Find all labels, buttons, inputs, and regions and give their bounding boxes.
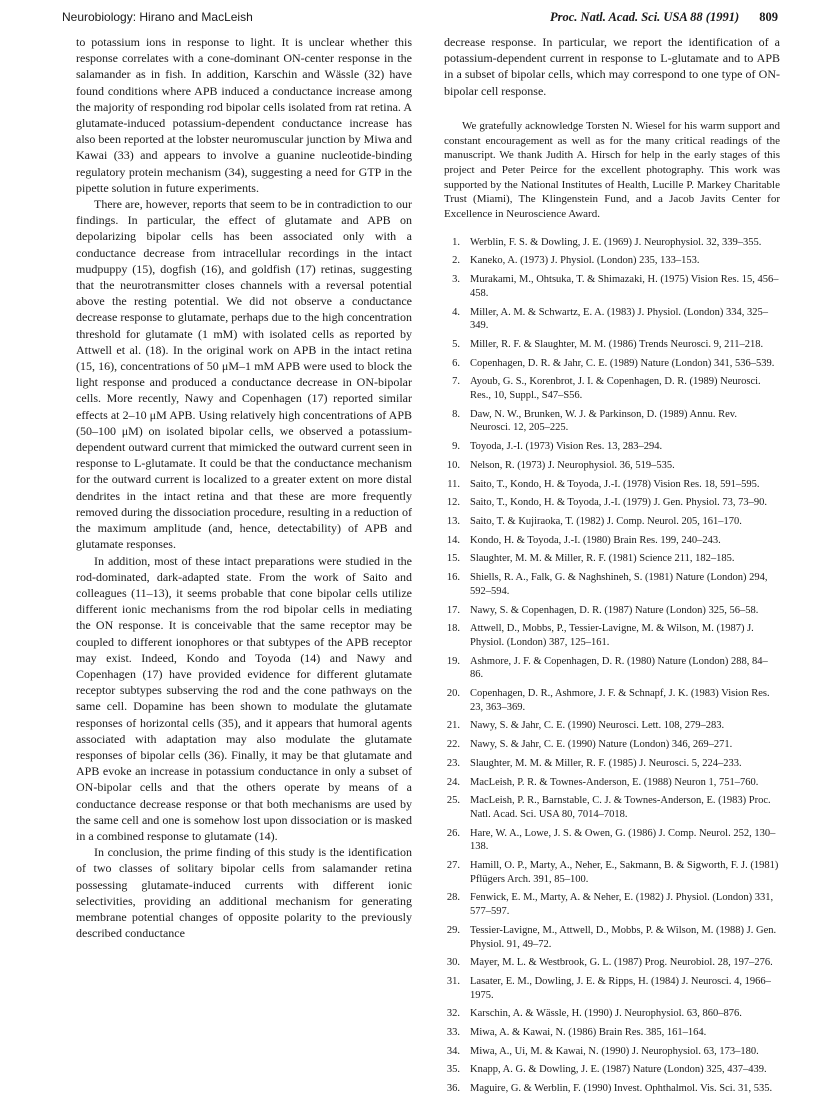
reference-item bbox=[444, 1026, 780, 1040]
reference-text: Copenhagen, D. R. & Jahr, C. E. (1989) Nature (London) 341, 536–539. bbox=[470, 357, 775, 369]
reference-number: 1. bbox=[452, 236, 460, 248]
reference-number: 23. bbox=[446, 757, 460, 769]
reference-number: 10. bbox=[446, 459, 460, 471]
reference-item bbox=[444, 719, 780, 733]
page-number: 809 bbox=[759, 10, 778, 24]
body-paragraph: decrease response. In particular, we report the identification of a potassium-dependent current in response to L-glutamate and to APB in a subset of bipolar cells, which may correspond to one type of ON-bipolar cell response. bbox=[444, 35, 780, 98]
reference-number: 18. bbox=[446, 623, 460, 635]
reference-number: 21. bbox=[446, 720, 460, 732]
reference-number: 16. bbox=[446, 572, 460, 584]
reference-text: Miwa, A., Ui, M. & Kawai, N. (1990) J. Neurophysiol. 63, 173–180. bbox=[470, 1045, 759, 1057]
acknowledgement: We gratefully acknowledge Torsten N. Wiesel for his warm support and constant encouragement as well as for the many critical readings of the manuscript. We thank Judith A. Hirsch for help in the early stages of this project and Peter Peirce for the excellent photography. This work was supported by the National Institutes of Health, Lucille P. Markey Charitable Trust (Miami), The Klingenstein Fund, and a Jacob Javits Center for Excellence in Neuroscience Award. bbox=[444, 119, 780, 221]
reference-item bbox=[444, 1063, 780, 1077]
reference-text: Daw, N. W., Brunken, W. J. & Parkinson, D. (1989) Annu. Rev. Neurosci. 12, 205–225. bbox=[470, 408, 737, 434]
reference-text: MacLeish, P. R., Barnstable, C. J. & Townes-Anderson, E. (1983) Proc. Natl. Acad. Sci. USA 80, 7014–7018. bbox=[470, 795, 771, 820]
reference-text: Karschin, A. & Wässle, H. (1990) J. Neurophysiol. 63, 860–876. bbox=[470, 1008, 742, 1020]
reference-item bbox=[444, 375, 780, 402]
reference-text: Nelson, R. (1973) J. Neurophysiol. 36, 519–535. bbox=[470, 459, 675, 471]
reference-text: Saito, T., Kondo, H. & Toyoda, J.-I. (1978) Vision Res. 18, 591–595. bbox=[470, 478, 760, 490]
reference-number: 5. bbox=[452, 338, 460, 350]
reference-text: Nawy, S. & Copenhagen, D. R. (1987) Nature (London) 325, 56–58. bbox=[470, 604, 759, 616]
reference-item bbox=[444, 408, 780, 435]
reference-number: 35. bbox=[446, 1064, 460, 1076]
reference-text: Hare, W. A., Lowe, J. S. & Owen, G. (1986) J. Comp. Neurol. 252, 130–138. bbox=[470, 827, 776, 853]
reference-item bbox=[444, 757, 780, 771]
reference-item bbox=[444, 552, 780, 566]
reference-text: Nawy, S. & Jahr, C. E. (1990) Nature (London) 346, 269–271. bbox=[470, 739, 733, 751]
reference-text: Miller, R. F. & Slaughter, M. M. (1986) Trends Neurosci. 9, 211–218. bbox=[470, 338, 764, 350]
reference-item bbox=[444, 1045, 780, 1059]
reference-number: 26. bbox=[446, 827, 460, 839]
reference-text: Lasater, E. M., Dowling, J. E. & Ripps, H. (1984) J. Neurosci. 4, 1966–1975. bbox=[470, 975, 771, 1001]
running-header-authors: Neurobiology: Hirano and MacLeish bbox=[62, 10, 253, 24]
reference-text: Hamill, O. P., Marty, A., Neher, E., Sakmann, B. & Sigworth, F. J. (1981) Pflügers Arch. 391, 85–100. bbox=[470, 860, 779, 885]
reference-item bbox=[444, 571, 780, 598]
reference-number: 20. bbox=[446, 688, 460, 700]
reference-text: Maguire, G. & Werblin, F. (1990) Invest. Ophthalmol. Vis. Sci. 31, 535. bbox=[470, 1083, 773, 1095]
reference-item bbox=[444, 975, 780, 1002]
reference-text: MacLeish, P. R. & Townes-Anderson, E. (1988) Neuron 1, 751–760. bbox=[470, 776, 759, 788]
reference-item bbox=[444, 273, 780, 300]
reference-item bbox=[444, 924, 780, 951]
reference-number: 25. bbox=[446, 795, 460, 807]
reference-number: 15. bbox=[446, 553, 460, 565]
reference-item bbox=[444, 306, 780, 333]
reference-number: 4. bbox=[452, 306, 460, 318]
reference-number: 9. bbox=[452, 441, 460, 453]
reference-text: Slaughter, M. M. & Miller, R. F. (1985) J. Neurosci. 5, 224–233. bbox=[470, 757, 742, 769]
reference-item bbox=[444, 1082, 780, 1096]
reference-number: 33. bbox=[446, 1027, 460, 1039]
reference-item bbox=[444, 891, 780, 918]
reference-number: 12. bbox=[446, 497, 460, 509]
reference-item bbox=[444, 496, 780, 510]
reference-item bbox=[444, 622, 780, 649]
reference-number: 2. bbox=[452, 255, 460, 267]
reference-text: Toyoda, J.-I. (1973) Vision Res. 13, 283–294. bbox=[470, 441, 663, 453]
reference-item bbox=[444, 1007, 780, 1021]
reference-item bbox=[444, 478, 780, 492]
left-column bbox=[76, 34, 412, 941]
reference-number: 32. bbox=[446, 1008, 460, 1020]
reference-number: 31. bbox=[446, 975, 460, 987]
reference-item bbox=[444, 338, 780, 352]
reference-number: 30. bbox=[446, 957, 460, 969]
reference-text: Mayer, M. L. & Westbrook, G. L. (1987) Prog. Neurobiol. 28, 197–276. bbox=[470, 957, 773, 969]
reference-number: 19. bbox=[446, 655, 460, 667]
reference-item bbox=[444, 440, 780, 454]
reference-item bbox=[444, 236, 780, 250]
reference-number: 3. bbox=[452, 274, 460, 286]
reference-number: 13. bbox=[446, 515, 460, 527]
reference-item bbox=[444, 738, 780, 752]
reference-item bbox=[444, 827, 780, 854]
reference-number: 27. bbox=[446, 860, 460, 872]
reference-item bbox=[444, 515, 780, 529]
body-paragraph: There are, however, reports that seem to be in contradiction to our findings. In particular, the effect of glutamate and APB on depolarizing bipolar cells has been associated only with a conductance decrease from intracellular recordings in the intact mudpuppy (15), dogfish (16), and goldfish (17) retinas, suggesting that the neurotransmitter closes channels with a reversal potential above the resting potential. We did not observe a conductance decrease response to glutamate, perhaps due to the high concentration threshold for glutamate (1 mM) with isolated cells as reported by Attwell et al. (18). In the original work on APB in the intact retina (15, 16), concentrations of 50 μM–1 mM APB were used to block the light response and produced a conductance decrease in ON-bipolar cells. More recently, Nawy and Copenhagen (17) reported similar effects at 2–10 μM APB. Using relatively high concentrations of APB (50–100 μM) on isolated bipolar cells, we observed a potassium-dependent outward current that mimicked the outward current seen in response to L-glutamate. It could be that the conductance mechanism for the outward current is localized to a greater extent on more distal dendrites in the intact retina and that these are more frequently removed during the dissociation procedure, resulting in a reduction of the maximum amplitude (and, hence, detectability) of APB and glutamate responses. bbox=[76, 197, 412, 552]
reference-text: Kaneko, A. (1973) J. Physiol. (London) 235, 133–153. bbox=[470, 255, 700, 267]
reference-item bbox=[444, 254, 780, 268]
reference-number: 6. bbox=[452, 357, 460, 369]
reference-item bbox=[444, 655, 780, 682]
body-paragraph: In addition, most of these intact preparations were studied in the rod-dominated, dark-adapted state. From the work of Saito and colleagues (11–13), it seems probable that cone bipolar cells utilize different ionic mechanisms from the rod bipolar cells in mediating the ON response. It is conceivable that the same receptor may be coupled to different ionophores or that subtypes of the APB receptor may exist. Indeed, Kondo and Toyoda (14) and Nawy and Copenhagen (17) have provided evidence for different glutamate receptor subtypes subserving the rod and the cone pathways on the same cell. Dopamine has been shown to modulate the glutamate responses of horizontal cells (35), and it appears that humoral agents associated with adaptation may also modulate the glutamate responses of bipolar cells (36). Finally, it may be that glutamate and APB evoke an increase in potassium conductance in only a subset of ON-bipolar cells and that the others operate by means of a conductance decrease response or that both mechanisms are used by the same cell and one is somehow lost upon dissociation or is masked in a combined response to glutamate (14). bbox=[76, 553, 412, 843]
reference-number: 22. bbox=[446, 739, 460, 751]
reference-text: Miwa, A. & Kawai, N. (1986) Brain Res. 385, 161–164. bbox=[470, 1027, 707, 1039]
reference-text: Murakami, M., Ohtsuka, T. & Shimazaki, H. (1975) Vision Res. 15, 456–458. bbox=[470, 274, 779, 299]
reference-number: 24. bbox=[446, 776, 460, 788]
reference-item bbox=[444, 459, 780, 473]
reference-number: 8. bbox=[452, 408, 460, 420]
reference-item bbox=[444, 859, 780, 886]
reference-number: 11. bbox=[447, 478, 460, 490]
reference-item bbox=[444, 604, 780, 618]
reference-text: Ayoub, G. S., Korenbrot, J. I. & Copenhagen, D. R. (1989) Neurosci. Res., 10, Suppl., S47–S56. bbox=[470, 376, 761, 402]
reference-item bbox=[444, 357, 780, 371]
reference-text: Nawy, S. & Jahr, C. E. (1990) Neurosci. Lett. 108, 279–283. bbox=[470, 720, 725, 732]
reference-item bbox=[444, 534, 780, 548]
reference-number: 7. bbox=[452, 376, 460, 388]
body-paragraph: to potassium ions in response to light. It is unclear whether this response correlates with a cone-dominant ON-center response in the salamander as in fish. In addition, Karschin and Wässle (32) have found conditions where APB induced a conductance increase among the majority of responding rod bipolar cells isolated from rat retina. A glutamate-induced potassium-dependent conductance increase has also been reported at the lobster neuromuscular junction by Miwa and Kawai (33) and appears to involve a guanine nucleotide-binding regulatory protein mechanism (34), suggesting a need for GTP in the pipette solution in future experiments. bbox=[76, 35, 412, 195]
reference-list bbox=[444, 236, 780, 1096]
reference-text: Shiells, R. A., Falk, G. & Naghshineh, S. (1981) Nature (London) 294, 592–594. bbox=[470, 572, 768, 597]
right-column bbox=[444, 34, 780, 1101]
reference-number: 29. bbox=[446, 924, 460, 936]
reference-text: Miller, A. M. & Schwartz, E. A. (1983) J. Physiol. (London) 334, 325–349. bbox=[470, 306, 768, 332]
reference-item bbox=[444, 956, 780, 970]
reference-text: Werblin, F. S. & Dowling, J. E. (1969) J. Neurophysiol. 32, 339–355. bbox=[470, 236, 762, 248]
reference-number: 14. bbox=[446, 534, 460, 546]
reference-number: 36. bbox=[446, 1083, 460, 1095]
reference-number: 17. bbox=[446, 604, 460, 616]
running-header bbox=[62, 10, 778, 26]
reference-number: 28. bbox=[446, 892, 460, 904]
reference-item bbox=[444, 687, 780, 714]
reference-number: 34. bbox=[446, 1045, 460, 1057]
reference-text: Knapp, A. G. & Dowling, J. E. (1987) Nature (London) 325, 437–439. bbox=[470, 1064, 767, 1076]
reference-text: Slaughter, M. M. & Miller, R. F. (1981) Science 211, 182–185. bbox=[470, 553, 735, 565]
body-paragraph: In conclusion, the prime finding of this study is the identification of two classes of solitary bipolar cells from salamander retina possessing glutamate-induced currents with different ionic selectivities, providing an additional mechanism for generating membrane potential changes of opposite polarity to the previously described conductance bbox=[76, 845, 412, 941]
reference-text: Saito, T., Kondo, H. & Toyoda, J.-I. (1979) J. Gen. Physiol. 73, 73–90. bbox=[470, 497, 768, 509]
reference-text: Attwell, D., Mobbs, P., Tessier-Lavigne, M. & Wilson, M. (1987) J. Physiol. (London) 387, 125–161. bbox=[470, 623, 754, 648]
reference-item bbox=[444, 794, 780, 821]
reference-text: Fenwick, E. M., Marty, A. & Neher, E. (1982) J. Physiol. (London) 331, 577–597. bbox=[470, 892, 774, 918]
reference-text: Saito, T. & Kujiraoka, T. (1982) J. Comp. Neurol. 205, 161–170. bbox=[470, 515, 742, 527]
reference-text: Ashmore, J. F. & Copenhagen, D. R. (1980) Nature (London) 288, 84–86. bbox=[470, 655, 768, 681]
reference-text: Tessier-Lavigne, M., Attwell, D., Mobbs, P. & Wilson, M. (1988) J. Gen. Physiol. 91, 49–72. bbox=[470, 924, 777, 950]
reference-text: Copenhagen, D. R., Ashmore, J. F. & Schnapf, J. K. (1983) Vision Res. 23, 363–369. bbox=[470, 688, 770, 713]
reference-item bbox=[444, 776, 780, 790]
journal-citation: Proc. Natl. Acad. Sci. USA 88 (1991) bbox=[550, 10, 740, 24]
reference-text: Kondo, H. & Toyoda, J.-I. (1980) Brain Res. 199, 240–243. bbox=[470, 534, 721, 546]
